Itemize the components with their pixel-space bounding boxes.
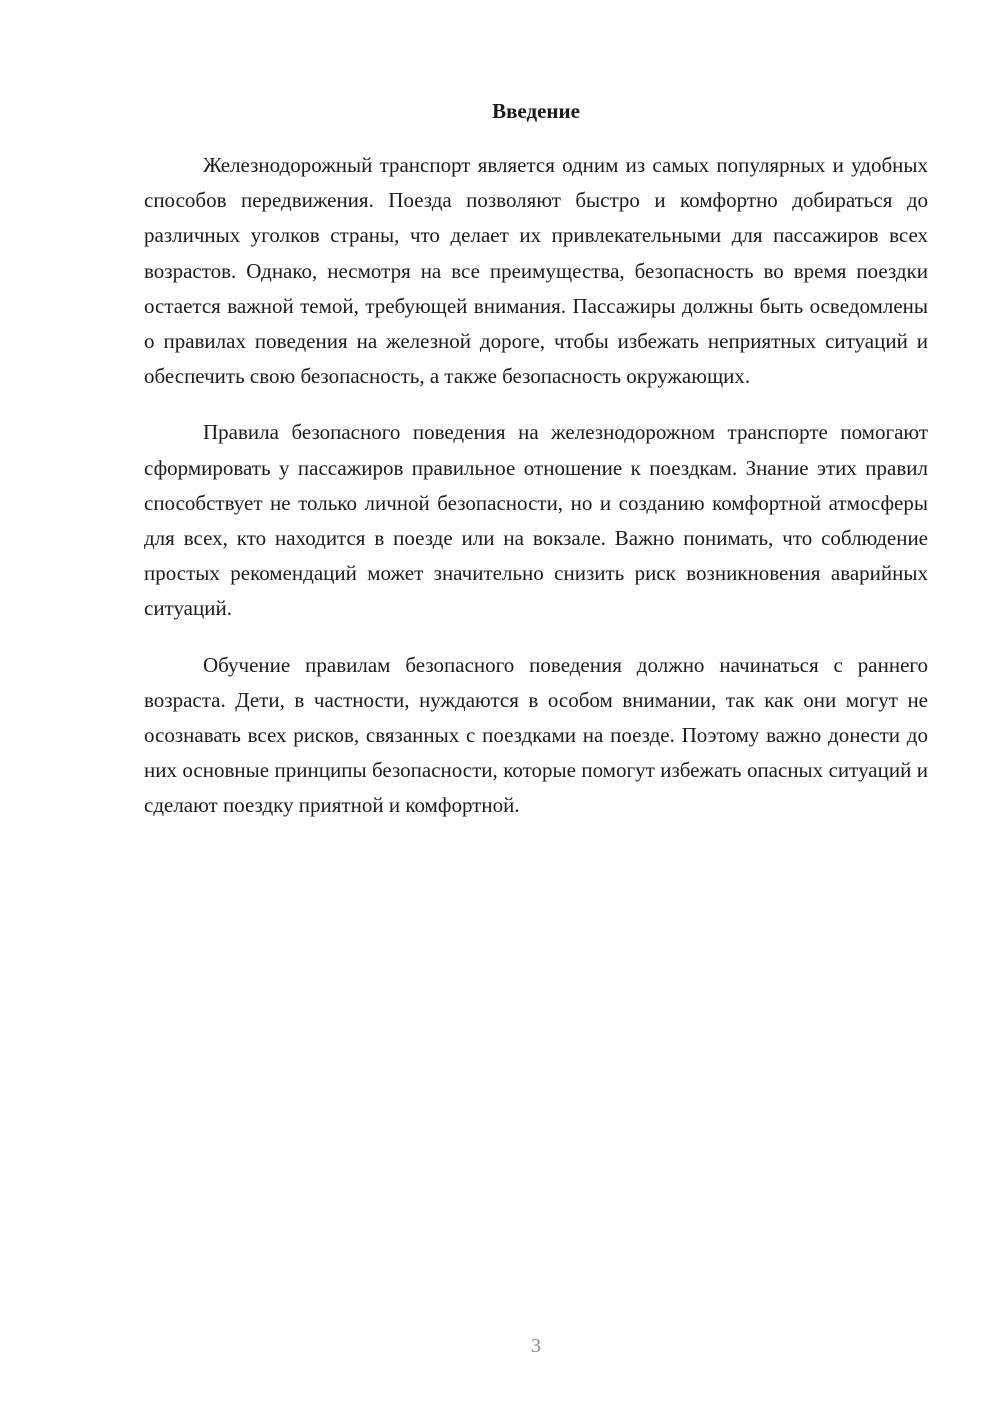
paragraph-3: Обучение правилам безопасного поведения должно начинаться с раннего возраста. Дети, в частности, нуждаются в особом внимании, так как они могут не осознавать всех рисков, связанных с поездками на поезде. Поэтому важно донести до них основные принципы безопасности, которые помогут избежать опасных ситуаций и сделают поездку приятной и комфортной. [144, 652, 928, 818]
page-content [144, 96, 928, 824]
paragraph-2: Правила безопасного поведения на железнодорожном транспорте помогают сформировать у пассажиров правильное отношение к поездкам. Знание этих правил способствует не только личной безопасности, но и созданию комфортной атмосферы для всех, кто находится в поезде или на вокзале. Важно понимать, что соблюдение простых рекомендаций может значительно снизить риск возникновения аварийных ситуаций. [144, 420, 928, 621]
page-number: 3 [531, 1335, 541, 1357]
section-title: Введение [492, 99, 580, 123]
paragraph-1: Железнодорожный транспорт является одним из самых популярных и удобных способов передвижения. Поезда позволяют быстро и комфортно добираться до различных уголков страны, что делает их привлекательными для пассажиров всех возрастов. Однако, несмотря на все преимущества, безопасность во время поездки остается важной темой, требующей внимания. Пассажиры должны быть осведомлены о правилах поведения на железной дороге, чтобы избежать неприятных ситуаций и обеспечить свою безопасность, а также безопасность окружающих. [144, 153, 928, 389]
